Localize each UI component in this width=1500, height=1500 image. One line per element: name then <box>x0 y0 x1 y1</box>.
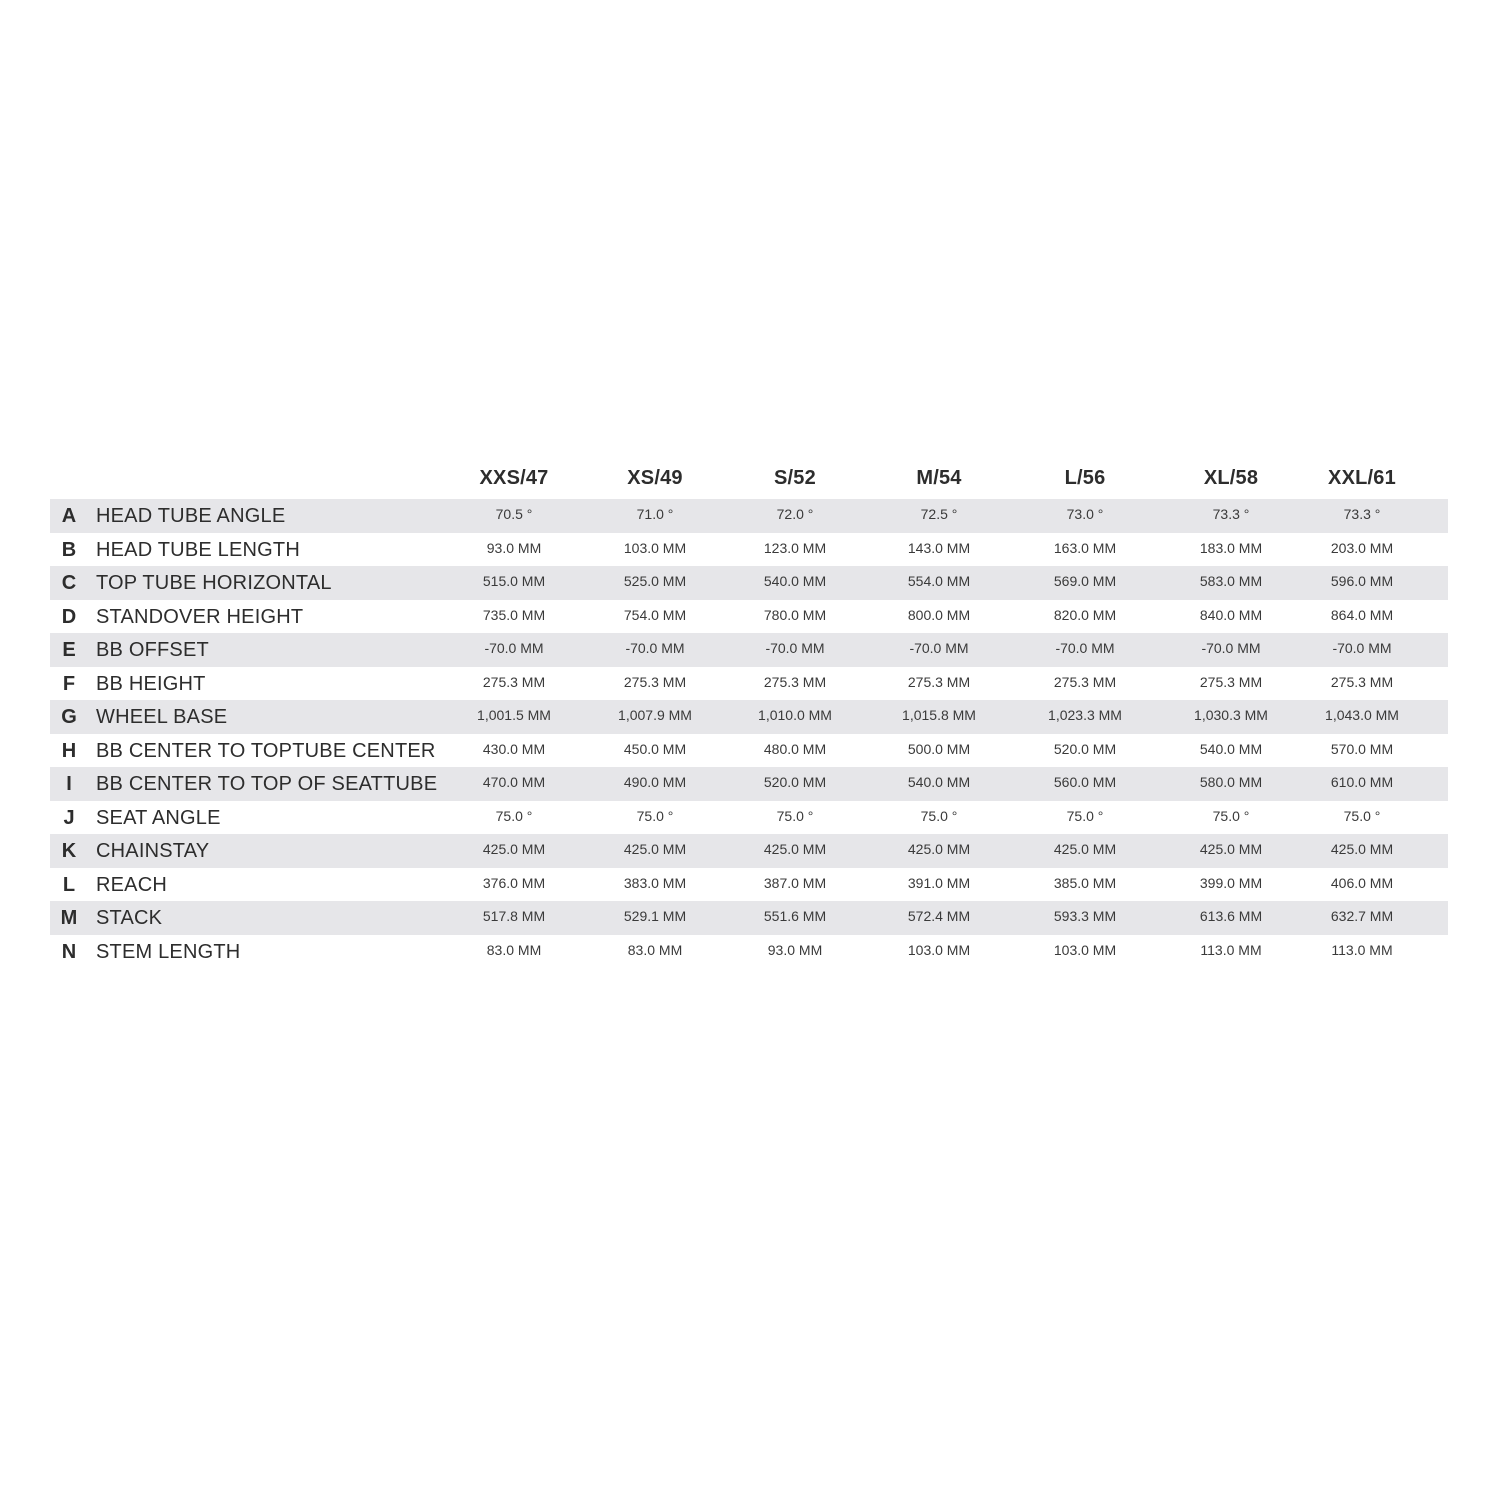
table-cell: 143.0 MM <box>907 539 971 556</box>
table-cell: 75.0 ° <box>495 807 533 824</box>
table-cell: 593.3 MM <box>1053 908 1117 924</box>
table-cell: 275.3 MM <box>1053 673 1117 690</box>
table-cell: 406.0 MM <box>1330 874 1394 891</box>
row-letter: E <box>62 639 76 661</box>
table-cell: 275.3 MM <box>907 673 971 690</box>
table-cell: 73.0 ° <box>1066 506 1104 522</box>
row-letter: I <box>66 773 72 795</box>
table-row <box>50 600 1448 634</box>
table-cell: 113.0 MM <box>1200 941 1262 958</box>
table-cell: 73.3 ° <box>1343 506 1381 522</box>
table-cell: -70.0 MM <box>1201 640 1261 656</box>
size-header-xxs-47: XXS/47 <box>479 467 549 489</box>
table-cell: 520.0 MM <box>763 774 827 790</box>
table-cell: 820.0 MM <box>1053 606 1117 623</box>
table-cell: 520.0 MM <box>1053 740 1117 757</box>
row-letter: A <box>61 505 77 527</box>
table-cell: 399.0 MM <box>1199 874 1263 891</box>
table-cell: 1,015.8 MM <box>902 707 976 723</box>
table-cell: 83.0 MM <box>627 941 683 958</box>
table-cell: 75.0 ° <box>1212 807 1250 824</box>
table-cell: 425.0 MM <box>482 841 546 857</box>
row-label: WHEEL BASE <box>96 706 228 728</box>
table-row <box>50 834 1448 868</box>
table-cell: 275.3 MM <box>623 673 687 690</box>
table-row <box>50 901 1448 935</box>
table-row <box>50 734 1448 768</box>
table-cell: -70.0 MM <box>909 640 969 656</box>
table-cell: 529.1 MM <box>623 908 687 924</box>
row-label: TOP TUBE HORIZONTAL <box>96 572 332 594</box>
table-cell: 864.0 MM <box>1330 606 1394 623</box>
table-cell: 480.0 MM <box>763 740 827 757</box>
size-header-xxl-61: XXL/61 <box>1328 467 1396 489</box>
table-cell: 425.0 MM <box>1053 841 1117 857</box>
table-row <box>50 868 1448 902</box>
row-letter: K <box>61 840 77 862</box>
size-header-xs-49: XS/49 <box>627 467 683 489</box>
row-letter: D <box>61 605 77 628</box>
table-cell: -70.0 MM <box>1055 640 1115 656</box>
table-cell: 163.0 MM <box>1053 539 1117 556</box>
table-cell: 1,043.0 MM <box>1325 707 1399 723</box>
row-label: BB CENTER TO TOP OF SEATTUBE <box>96 773 438 795</box>
table-cell: 517.8 MM <box>482 908 546 924</box>
table-cell: 75.0 ° <box>1066 807 1104 824</box>
table-cell: 75.0 ° <box>776 807 814 824</box>
table-cell: 754.0 MM <box>623 606 687 623</box>
row-letter: F <box>62 672 76 695</box>
table-row <box>50 566 1448 600</box>
table-cell: 583.0 MM <box>1199 573 1263 589</box>
table-cell: 70.5 ° <box>495 506 533 522</box>
table-cell: 275.3 MM <box>1330 673 1394 690</box>
table-cell: 385.0 MM <box>1053 874 1117 891</box>
table-cell: 275.3 MM <box>1199 673 1263 690</box>
table-cell: 103.0 MM <box>623 539 687 556</box>
table-row <box>50 533 1448 567</box>
table-cell: 800.0 MM <box>907 606 971 623</box>
table-cell: 75.0 ° <box>636 807 674 824</box>
table-cell: 103.0 MM <box>907 941 971 958</box>
table-cell: 613.6 MM <box>1199 908 1263 924</box>
table-cell: 425.0 MM <box>623 841 687 857</box>
table-cell: 113.0 MM <box>1331 941 1393 958</box>
table-cell: 83.0 MM <box>486 941 542 958</box>
table-cell: 596.0 MM <box>1330 573 1394 589</box>
table-cell: 569.0 MM <box>1053 573 1117 589</box>
table-cell: 490.0 MM <box>623 774 687 790</box>
table-row <box>50 935 1448 969</box>
table-cell: -70.0 MM <box>484 640 544 656</box>
table-cell: 572.4 MM <box>907 908 971 924</box>
row-label: BB HEIGHT <box>96 672 206 695</box>
table-cell: 840.0 MM <box>1199 606 1263 623</box>
table-row <box>50 499 1448 533</box>
row-label: HEAD TUBE ANGLE <box>96 505 286 527</box>
table-cell: 430.0 MM <box>482 740 546 757</box>
size-header-s-52: S/52 <box>774 467 816 489</box>
table-cell: -70.0 MM <box>1332 640 1392 656</box>
table-cell: 123.0 MM <box>763 539 827 556</box>
row-label: REACH <box>96 873 168 896</box>
table-cell: 500.0 MM <box>907 740 971 757</box>
table-cell: 515.0 MM <box>482 573 546 589</box>
table-cell: 72.5 ° <box>920 506 958 522</box>
row-letter: M <box>60 907 78 929</box>
table-cell: -70.0 MM <box>765 640 825 656</box>
table-cell: 525.0 MM <box>623 573 687 589</box>
table-cell: 71.0 ° <box>636 506 674 522</box>
table-cell: 425.0 MM <box>1199 841 1263 857</box>
row-label: STEM LENGTH <box>96 940 241 963</box>
row-label: BB OFFSET <box>96 639 209 661</box>
geometry-table <box>50 458 1448 968</box>
row-letter: G <box>61 706 77 728</box>
table-cell: 93.0 MM <box>767 941 823 958</box>
table-cell: 540.0 MM <box>1199 740 1263 757</box>
table-row <box>50 667 1448 701</box>
row-letter: B <box>61 538 77 561</box>
table-cell: 73.3 ° <box>1212 506 1250 522</box>
table-row <box>50 767 1448 801</box>
table-cell: 387.0 MM <box>763 874 827 891</box>
size-header-l-56: L/56 <box>1064 467 1106 489</box>
row-label: SEAT ANGLE <box>96 806 221 829</box>
table-cell: 560.0 MM <box>1053 774 1117 790</box>
row-letter: L <box>62 873 76 896</box>
table-cell: 780.0 MM <box>763 606 827 623</box>
table-cell: 183.0 MM <box>1199 539 1263 556</box>
row-label: STACK <box>96 907 163 929</box>
table-cell: 470.0 MM <box>482 774 546 790</box>
table-cell: 103.0 MM <box>1053 941 1117 958</box>
size-header-m-54: M/54 <box>916 467 962 489</box>
table-cell: 75.0 ° <box>920 807 958 824</box>
row-label: CHAINSTAY <box>96 840 210 862</box>
table-cell: 551.6 MM <box>763 908 827 924</box>
row-label: STANDOVER HEIGHT <box>96 605 304 628</box>
geometry-rows <box>50 499 1448 968</box>
table-cell: 450.0 MM <box>623 740 687 757</box>
row-label: HEAD TUBE LENGTH <box>96 538 300 561</box>
table-cell: 1,001.5 MM <box>477 707 551 723</box>
size-header-xl-58: XL/58 <box>1203 467 1259 489</box>
table-row <box>50 700 1448 734</box>
table-cell: 1,007.9 MM <box>618 707 692 723</box>
table-cell: -70.0 MM <box>625 640 685 656</box>
table-cell: 540.0 MM <box>763 573 827 589</box>
table-cell: 632.7 MM <box>1330 908 1394 924</box>
table-cell: 1,030.3 MM <box>1194 707 1268 723</box>
table-cell: 391.0 MM <box>907 874 971 891</box>
table-cell: 425.0 MM <box>763 841 827 857</box>
table-cell: 570.0 MM <box>1330 740 1394 757</box>
table-cell: 275.3 MM <box>482 673 546 690</box>
table-cell: 376.0 MM <box>482 874 546 891</box>
table-cell: 275.3 MM <box>763 673 827 690</box>
table-cell: 383.0 MM <box>623 874 687 891</box>
table-cell: 735.0 MM <box>482 606 546 623</box>
table-cell: 610.0 MM <box>1330 774 1394 790</box>
table-cell: 554.0 MM <box>907 573 971 589</box>
row-letter: C <box>61 572 77 594</box>
table-cell: 425.0 MM <box>907 841 971 857</box>
size-header-row <box>50 458 1448 499</box>
table-cell: 72.0 ° <box>776 506 814 522</box>
row-label: BB CENTER TO TOPTUBE CENTER <box>96 739 436 762</box>
table-row <box>50 633 1448 667</box>
table-cell: 540.0 MM <box>907 774 971 790</box>
table-cell: 203.0 MM <box>1330 539 1394 556</box>
table-cell: 93.0 MM <box>486 539 542 556</box>
row-letter: N <box>61 940 77 963</box>
row-letter: H <box>61 739 77 762</box>
row-letter: J <box>63 806 75 829</box>
table-cell: 580.0 MM <box>1199 774 1263 790</box>
table-cell: 1,023.3 MM <box>1048 707 1122 723</box>
table-cell: 1,010.0 MM <box>758 707 832 723</box>
table-cell: 425.0 MM <box>1330 841 1394 857</box>
table-cell: 75.0 ° <box>1343 807 1381 824</box>
table-row <box>50 801 1448 835</box>
